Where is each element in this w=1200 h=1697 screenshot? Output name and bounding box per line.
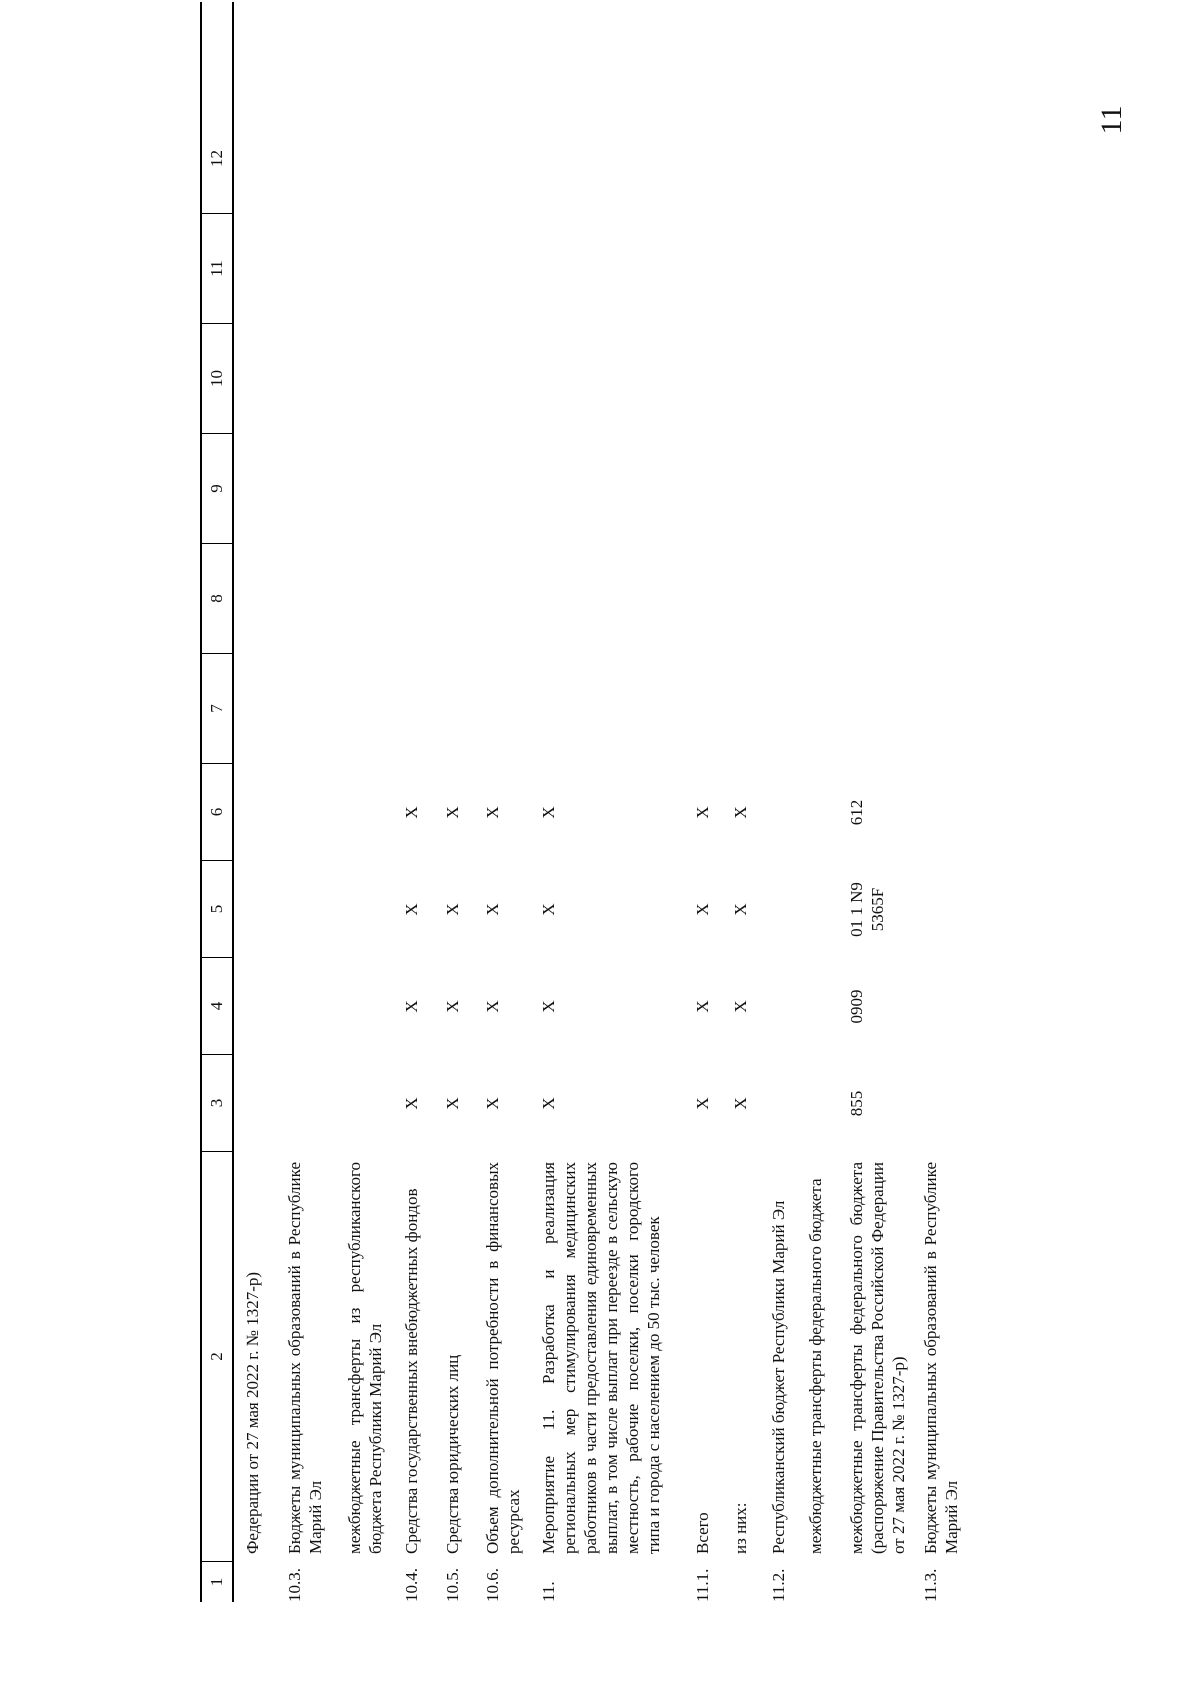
row-cell-col5: X <box>443 903 462 916</box>
row-number: 11.2. <box>769 1568 788 1602</box>
row-cell-col6: X <box>693 806 712 819</box>
row-description: Мероприятие 11. Разработка и реализация региональных мер стимулирования медицинских работников в части предоставления единовременных выплат, в том числе выплат при переезде в сельскую местность, рабочие поселки, поселки городского типа и города с населением до 50 тыс. человек <box>539 1162 663 1554</box>
row-description: Бюджеты муниципальных образований в Республике Марий Эл <box>285 1162 325 1554</box>
row-cell-col6: X <box>483 806 502 819</box>
row-number: 11.1. <box>693 1568 712 1602</box>
row-number: 10.3. <box>285 1568 304 1602</box>
row-description: из них: <box>731 1502 750 1554</box>
header-cell-9: 9 <box>202 434 232 544</box>
header-cell-7: 7 <box>202 654 232 764</box>
row-number: 10.6. <box>483 1568 502 1602</box>
row-cell-col3: X <box>402 1097 421 1110</box>
row-description: Всего <box>693 1512 712 1554</box>
budget-table <box>200 2 1200 1602</box>
row-cell-col3: X <box>693 1097 712 1110</box>
row-cell-col6: X <box>443 806 462 819</box>
row-cell-col5: 01 1 N9 5365F <box>847 882 887 937</box>
header-cell-11: 11 <box>202 214 232 324</box>
row-description: Средства государственных внебюджетных фондов <box>402 1188 421 1554</box>
header-cell-6: 6 <box>202 764 232 861</box>
row-number: 10.4. <box>402 1568 421 1602</box>
row-description: Республиканский бюджет Республики Марий Эл <box>769 1200 788 1554</box>
row-cell-col5: X <box>539 903 558 916</box>
row-number: 11.3. <box>921 1568 940 1602</box>
row-cell-col5: X <box>483 903 502 916</box>
row-number: 11. <box>539 1581 558 1602</box>
row-description: межбюджетные трансферты федерального бюджета (распоряжение Правительства Российской Федерации от 27 мая 2022 г. № 1327-р) <box>847 1162 908 1554</box>
row-cell-col3: X <box>483 1097 502 1110</box>
row-description: Объем дополнительной потребности в финансовых ресурсах <box>483 1162 523 1554</box>
row-cell-col4: 0909 <box>847 989 866 1024</box>
row-cell-col6: X <box>402 806 421 819</box>
row-cell-col6: 612 <box>847 799 866 826</box>
row-cell-col5: X <box>693 903 712 916</box>
row-description: Средства юридических лиц <box>443 1354 462 1554</box>
row-description: межбюджетные трансферты федерального бюджета <box>806 1178 825 1554</box>
row-number: 10.5. <box>443 1568 462 1602</box>
header-cell-1: 1 <box>207 1577 226 1587</box>
row-cell-col6: X <box>731 806 750 819</box>
header-cell-2: 2 <box>202 1152 232 1562</box>
header-cell-8: 8 <box>202 544 232 654</box>
row-cell-col5: X <box>402 903 421 916</box>
row-cell-col4: X <box>693 1000 712 1013</box>
header-cell-10: 10 <box>202 324 232 434</box>
row-description: Федерации от 27 мая 2022 г. № 1327-р) <box>243 1271 262 1554</box>
header-cell-3: 3 <box>202 1055 232 1152</box>
row-cell-col3: X <box>539 1097 558 1110</box>
header-cell-12: 12 <box>202 104 232 214</box>
row-cell-col3: 855 <box>847 1090 866 1117</box>
row-cell-col4: X <box>402 1000 421 1013</box>
row-cell-col4: X <box>539 1000 558 1013</box>
row-cell-col3: X <box>443 1097 462 1110</box>
header-cell-4: 4 <box>202 958 232 1055</box>
row-cell-col6: X <box>539 806 558 819</box>
row-cell-col4: X <box>483 1000 502 1013</box>
row-cell-col4: X <box>731 1000 750 1013</box>
page-number: 11 <box>1095 105 1128 135</box>
row-description: межбюджетные трансферты из республиканского бюджета Республики Марий Эл <box>345 1162 385 1554</box>
row-cell-col3: X <box>731 1097 750 1110</box>
row-cell-col5: X <box>731 903 750 916</box>
header-cell-5: 5 <box>202 861 232 958</box>
row-description: Бюджеты муниципальных образований в Республике Марий Эл <box>921 1162 961 1554</box>
table-header-row <box>200 2 234 1602</box>
row-cell-col4: X <box>443 1000 462 1013</box>
